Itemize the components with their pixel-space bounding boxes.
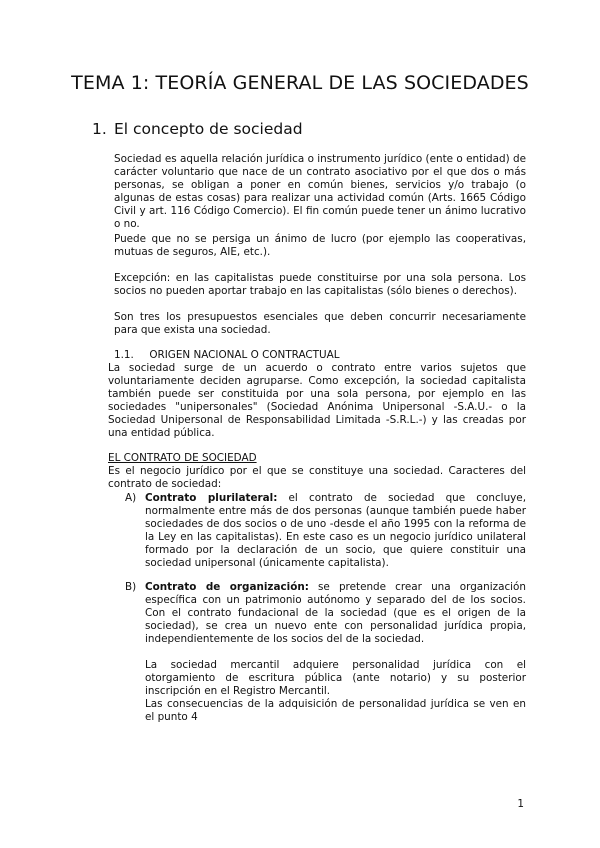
list-item-label: B) — [125, 581, 137, 593]
list-item-body — [145, 581, 526, 646]
section-number: 1. — [92, 120, 107, 138]
subsection-title: ORIGEN NACIONAL O CONTRACTUAL — [149, 349, 340, 361]
list-item — [125, 492, 526, 571]
paragraph-personalidad: La sociedad mercantil adquiere personalidad jurídica con el otorgamiento de escritura pública (ante notario) y su posterior inscripción en el Registro Mercantil. — [145, 659, 526, 698]
list-item — [125, 581, 526, 646]
list-item-term: Contrato plurilateral: — [145, 492, 278, 504]
paragraph-consecuencias: Las consecuencias de la adquisición de personalidad jurídica se ven en el punto 4 — [145, 698, 526, 724]
subsection-number: 1.1. — [114, 349, 134, 361]
contrato-heading: EL CONTRATO DE SOCIEDAD — [108, 452, 257, 464]
subsection-heading — [114, 349, 340, 361]
list-item-text: se pretende crear una organización específica con un patrimonio autónomo y separado del de los socios. Con el contrato fundacional de la sociedad (que es el origen de la sociedad), se crea un nuevo ente con personalidad jurídica propia, independientemente de los socios del de la sociedad. — [145, 581, 526, 646]
paragraph-lucro: Puede que no se persiga un ánimo de lucro (por ejemplo las cooperativas, mutuas de seguros, AIE, etc.). — [114, 233, 526, 259]
paragraph-presupuestos: Son tres los presupuestos esenciales que deben concurrir necesariamente para que exista una sociedad. — [114, 311, 526, 337]
list-item-body — [145, 492, 526, 571]
section-title: El concepto de sociedad — [113, 120, 303, 138]
page-number: 1 — [517, 798, 524, 810]
paragraph-contrato-intro: Es el negocio jurídico por el que se constituye una sociedad. Caracteres del contrato de sociedad: — [108, 465, 526, 491]
section-heading — [92, 120, 303, 138]
document-title: TEMA 1: TEORÍA GENERAL DE LAS SOCIEDADES — [71, 72, 529, 94]
list-item-text: el contrato de sociedad que concluye, normalmente entre más de dos personas (aunque también puede haber sociedades de dos socios o de uno -desde el año 1995 con la reforma de la Ley en las capitalistas). En este caso es un negocio jurídico unilateral formado por la declaración de un socio, que quiere constituir una sociedad unipersonal (únicamente capitalista). — [145, 492, 526, 570]
paragraph-origen: La sociedad surge de un acuerdo o contrato entre varios sujetos que voluntariamente deciden agruparse. Como excepción, la sociedad capitalista también puede ser constituida por una sola persona, por ejemplo en las sociedades "unipersonales" (Sociedad Anónima Unipersonal -S.A.U.- o la Sociedad Unipersonal de Responsabilidad Limitada -S.R.L.-) y las creadas por una entidad pública. — [108, 362, 526, 440]
list-item-label: A) — [125, 492, 137, 504]
list-item-term: Contrato de organización: — [145, 581, 309, 593]
paragraph-excepcion: Excepción: en las capitalistas puede constituirse por una sola persona. Los socios no pueden aportar trabajo en las capitalistas (sólo bienes o derechos). — [114, 272, 526, 298]
paragraph-definition: Sociedad es aquella relación jurídica o instrumento jurídico (ente o entidad) de carácter voluntario que nace de un contrato asociativo por el que dos o más personas, se obligan a poner en común bienes, servicios y/o trabajo (o algunas de estas cosas) para realizar una actividad común (Arts. 1665 Código Civil y art. 116 Código Comercio). El fin común puede tener un ánimo lucrativo o no. — [114, 153, 526, 231]
